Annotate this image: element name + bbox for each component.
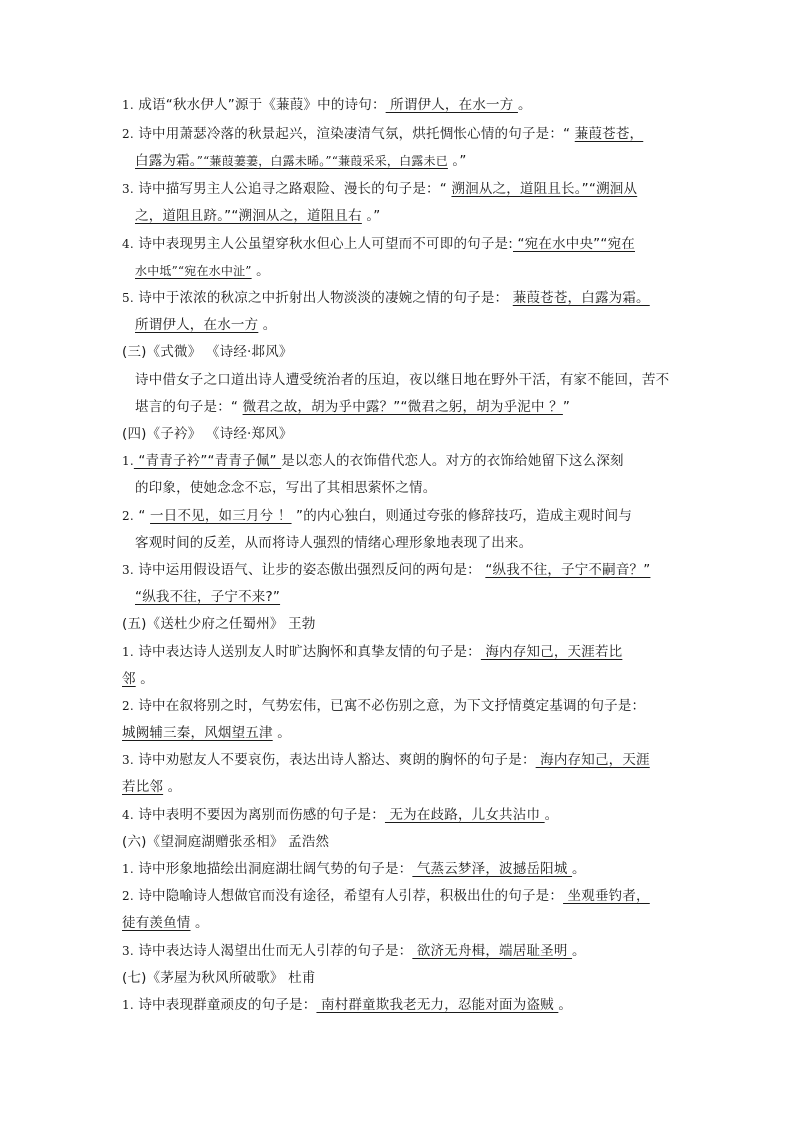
sec7-q1-number: 1. bbox=[122, 998, 134, 1012]
sec6-q2-end: 。 bbox=[190, 915, 209, 931]
sec5-q4-text: 诗中表明不要因为离别而伤感的句子是： bbox=[133, 807, 385, 823]
q3-end: 。” bbox=[361, 208, 381, 224]
q2-text: 诗中用萧瑟冷落的秋景起兴，渲染凄清气氛，烘托惆怅心情的句子是：“ bbox=[133, 126, 575, 142]
sec3-text: 堪言的句子是：“ bbox=[135, 399, 243, 415]
q2-line-1 bbox=[122, 125, 643, 143]
sec4-q3-line-2 bbox=[135, 588, 280, 606]
q5-answer-a: 蒹葭苍苍，白露为霜。 bbox=[512, 290, 650, 306]
q3-answer-b: 之，道阻且跻。”“溯洄从之，道阻且右 bbox=[135, 208, 362, 224]
sec4-q3-answer-a: “纵我不往，子宁不嗣音？” bbox=[485, 562, 651, 578]
sec5-q4-number: 4. bbox=[122, 808, 134, 822]
sec6-q3-answer: 欲济无舟楫，端居耻圣明 bbox=[412, 943, 573, 959]
sec7-q1-end: 。 bbox=[558, 997, 573, 1013]
sec4-q1-text: 是以恋人的衣饰借代恋人。对方的衣饰给她留下这么深刻 bbox=[281, 453, 624, 469]
q2-end: 。” bbox=[447, 153, 467, 169]
sec7-q1-line bbox=[122, 996, 572, 1014]
q1-line bbox=[122, 96, 532, 114]
q1-text: 成语“秋水伊人”源于《蒹葭》中的诗句： bbox=[133, 97, 386, 113]
sec4-q1-number: 1. bbox=[122, 454, 134, 468]
sec6-q3-number: 3. bbox=[122, 944, 134, 958]
sec5-q1-end: 。 bbox=[135, 671, 154, 687]
q1-number: 1. bbox=[122, 98, 134, 112]
sec5-q3-number: 3. bbox=[122, 753, 134, 767]
sec6-q2-line-1 bbox=[122, 887, 650, 905]
sec5-q1-number: 1. bbox=[122, 645, 134, 659]
q2-answer-b: 白露为霜。 bbox=[135, 153, 197, 169]
sec5-q2-end: 。 bbox=[272, 725, 291, 741]
sec5-q3-line-2 bbox=[122, 778, 181, 796]
q4-line-1 bbox=[122, 235, 635, 253]
section-7-title: (七)《茅屋为秋风所破歌》 杜甫 bbox=[122, 970, 316, 986]
sec3-answer: 微君之故，胡为乎中露？”“微君之躬，胡为乎泥中 ？ bbox=[242, 399, 563, 415]
sec6-q2-answer-a: 坐观垂钓者， bbox=[563, 888, 650, 904]
section-5-title: (五)《送杜少府之任蜀州》 王勃 bbox=[122, 616, 316, 632]
q3-line-1 bbox=[122, 180, 637, 198]
sec5-q3-text: 诗中劝慰友人不要哀伤，表达出诗人豁达、爽朗的胸怀的句子是： bbox=[133, 752, 536, 768]
section-4-title: (四)《子衿》 《诗经·郑风》 bbox=[122, 426, 293, 442]
sec6-q2-line-2 bbox=[122, 914, 209, 932]
sec7-q1-text: 诗中表现群童顽皮的句子是： bbox=[133, 997, 317, 1013]
sec6-q3-text: 诗中表达诗人渴望出仕而无人引荐的句子是： bbox=[133, 943, 413, 959]
sec5-q1-answer-a: 海内存知己，天涯若比 bbox=[480, 644, 623, 660]
sec6-q1-answer: 气蒸云梦泽，波撼岳阳城 bbox=[412, 861, 573, 877]
section-6-title: (六)《望洞庭湖赠张丞相》 孟浩然 bbox=[122, 834, 330, 850]
sec6-q1-number: 1. bbox=[122, 862, 134, 876]
q5-line-1 bbox=[122, 289, 650, 307]
sec5-q2-text: 诗中在叙将别之时，气势宏伟，已寓不必伤别之意，为下文抒情奠定基调的句子是： bbox=[133, 698, 646, 714]
sec4-q2-answer: 一日不见，如三月兮 ！ bbox=[150, 508, 292, 524]
q2-number: 2. bbox=[122, 127, 134, 141]
sec5-q2-answer: 城阙辅三秦，风烟望五津 bbox=[122, 725, 273, 741]
q4-answer-b: 水中坻”“宛在水中沚” bbox=[135, 264, 252, 278]
q4-line-2 bbox=[135, 262, 270, 280]
sec4-q3-line-1 bbox=[122, 561, 650, 579]
sec4-q1-line-2: 的印象，使她念念不忘，写出了其相思萦怀之情。 bbox=[135, 480, 437, 496]
sec4-q3-answer-b: “纵我不往，子宁不来?” bbox=[135, 589, 281, 605]
sec6-q1-end: 。 bbox=[572, 861, 586, 877]
q3-answer-a: 溯洄从之，道阻且长。”“溯洄从 bbox=[451, 181, 638, 197]
q4-text: 诗中表现男主人公虽望穿秋水但心上人可望而不可即的句子是: bbox=[133, 236, 513, 252]
sec5-q1-text: 诗中表达诗人送别友人时旷达胸怀和真挚友情的句子是： bbox=[133, 644, 481, 660]
q2-line-2 bbox=[135, 152, 467, 170]
sec5-q1-line-1 bbox=[122, 643, 622, 661]
q3-number: 3. bbox=[122, 182, 134, 196]
sec5-q4-answer: 无为在歧路，儿女共沾巾 bbox=[384, 807, 545, 823]
sec4-q3-text: 诗中运用假设语气、让步的姿态傲出强烈反问的两句是： bbox=[133, 562, 486, 578]
sec5-q3-line-1 bbox=[122, 751, 650, 769]
sec6-q2-text: 诗中隐喻诗人想做官而没有途径，希望有人引荐，积极出仕的句子是： bbox=[133, 888, 564, 904]
sec4-q2-line-2: 客观时间的反差，从而将诗人强烈的情绪心理形象地表现了出来。 bbox=[135, 535, 533, 551]
q3-line-2 bbox=[135, 207, 380, 225]
sec6-q1-line bbox=[122, 860, 586, 878]
q4-number: 4. bbox=[122, 237, 134, 251]
sec4-q1-line-1 bbox=[122, 452, 624, 470]
q5-text: 诗中于浓浓的秋凉之中折射出人物淡淡的凄婉之情的句子是： bbox=[133, 290, 513, 306]
sec3-line-2 bbox=[135, 398, 570, 416]
sec4-q2-line-1 bbox=[122, 507, 632, 525]
q5-line-2 bbox=[135, 316, 277, 334]
q1-answer: 所谓伊人，在水一方 bbox=[385, 97, 518, 113]
sec5-q3-answer-b: 若比邻 bbox=[122, 779, 164, 795]
sec5-q4-end: 。 bbox=[544, 807, 559, 823]
sec5-q2-line-2 bbox=[122, 724, 291, 742]
q5-end: 。 bbox=[258, 317, 277, 333]
sec4-q3-number: 3. bbox=[122, 563, 134, 577]
sec4-q2-number: 2. bbox=[122, 509, 134, 523]
q4-answer-a: “宛在水中央”“宛在 bbox=[513, 236, 635, 252]
q5-number: 5. bbox=[122, 291, 134, 305]
sec6-q2-answer-b: 徒有羡鱼情 bbox=[122, 915, 191, 931]
q1-end: 。 bbox=[517, 97, 532, 113]
sec4-q2-text: ”的内心独白，则通过夸张的修辞技巧，造成主观时间与 bbox=[291, 508, 633, 524]
sec5-q3-end: 。 bbox=[163, 779, 182, 795]
q4-end: 。 bbox=[251, 263, 270, 279]
sec5-q1-line-2 bbox=[122, 670, 154, 688]
sec6-q3-end: 。 bbox=[572, 943, 586, 959]
q2-answer-a: 蒹葭苍苍， bbox=[574, 126, 644, 142]
q2-answer-c: ”“蒹葭萋萋，白露未晞。”“蒹葭采采，白露未已 bbox=[196, 154, 448, 168]
sec6-q1-text: 诗中形象地描绘出洞庭湖壮阔气势的句子是： bbox=[133, 861, 413, 877]
q3-text: 诗中描写男主人公追寻之路艰险、漫长的句子是：“ bbox=[133, 181, 452, 197]
sec5-q2-number: 2. bbox=[122, 699, 134, 713]
sec4-q2-pre: “ bbox=[133, 508, 151, 524]
sec5-q3-answer-a: 海内存知己，天涯 bbox=[535, 752, 650, 768]
sec5-q2-line-1 bbox=[122, 697, 645, 715]
sec5-q1-answer-b: 邻 bbox=[122, 671, 136, 687]
sec3-end: ” bbox=[562, 399, 571, 415]
sec6-q2-number: 2. bbox=[122, 889, 134, 903]
sec4-q1-answer: “青青子衿”“青青子佩” bbox=[133, 453, 282, 469]
sec3-line-1: 诗中借女子之口道出诗人遭受统治者的压迫，夜以继日地在野外干活，有家不能回，苦不 bbox=[135, 372, 670, 388]
sec7-q1-answer: 南村群童欺我老无力，忍能对面为盗贼 bbox=[316, 997, 559, 1013]
q5-answer-b: 所谓伊人，在水一方 bbox=[135, 317, 259, 333]
section-3-title: (三)《式微》 《诗经·邶风》 bbox=[122, 344, 293, 360]
sec5-q4-line bbox=[122, 806, 558, 824]
sec6-q3-line bbox=[122, 942, 586, 960]
